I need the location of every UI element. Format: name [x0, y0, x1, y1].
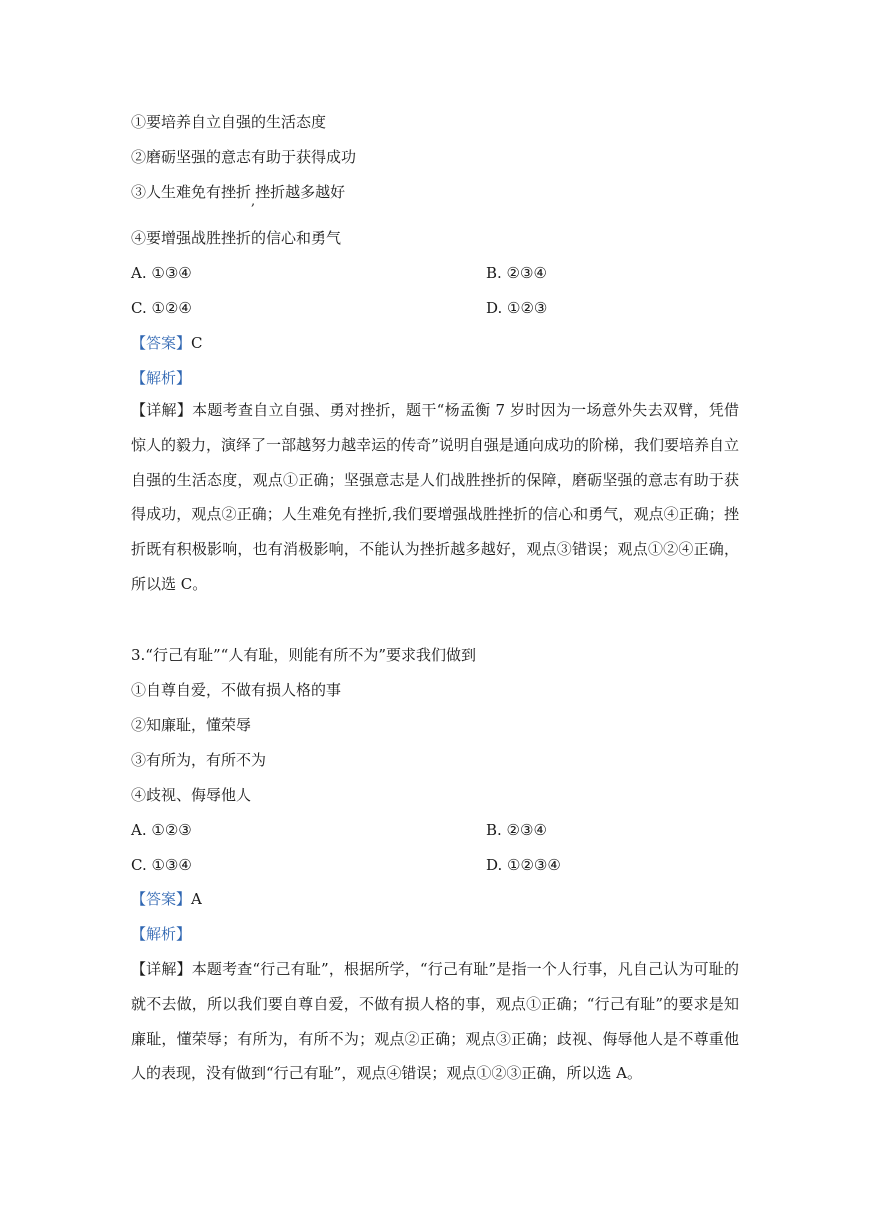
q3-option-d: D. ①②③④	[486, 856, 561, 874]
q3-detail-text: 本题考查“行己有耻”，根据所学，“行己有耻”是指一个人行事，凡自己认为可耻的就不去做，所以我们要自尊自爱，不做有损人格的事，观点①正确；“行己有耻”的要求是知廉耻，懂荣辱；有所为，有所不为；观点②正确；观点③正确；歧视、侮辱他人是不尊重他人的表现，没有做到“行己有耻”，观点④错误；观点①②③正确，所以选 A。	[131, 960, 739, 1083]
q3-option-b: B. ②③④	[486, 821, 547, 839]
q2-item-4: ④要增强战胜挫折的信心和勇气	[131, 229, 342, 247]
q2-option-d: D. ①②③	[486, 299, 548, 317]
q2-answer-value: C	[191, 334, 203, 352]
q2-item-3	[131, 182, 346, 209]
q2-item-3-part-1: ③人生难免有挫折	[131, 183, 252, 201]
q2-option-c: C. ①②④	[131, 299, 192, 317]
q2-item-3-separator: ,	[251, 194, 256, 209]
q2-answer	[131, 333, 203, 353]
q2-detail-text: 本题考查自立自强、勇对挫折，题干“杨孟衡 7 岁时因为一场意外失去双臂，凭借惊人的毅力，演绎了一部越努力越幸运的传奇”说明自强是通向成功的阶梯，我们要培养自立自强的生活态度，观点①正确；坚强意志是人们战胜挫折的保障，磨砺坚强的意志有助于获得成功，观点②正确；人生难免有挫折,我们要增强战胜挫折的信心和勇气，观点④正确；挫折既有积极影响，也有消极影响，不能认为挫折越多越好，观点③错误；观点①②④正确，所以选 C。	[131, 401, 739, 593]
q3-item-1: ①自尊自爱，不做有损人格的事	[131, 681, 342, 699]
q2-detail	[131, 393, 739, 602]
q3-stem: 3.“行己有耻”“人有耻，则能有所不为”要求我们做到	[131, 646, 476, 664]
q3-item-3: ③有所为，有所不为	[131, 751, 267, 769]
q3-item-2: ②知廉耻，懂荣辱	[131, 716, 252, 734]
q3-answer-tag: 【答案】	[131, 890, 192, 908]
q3-answer	[131, 889, 202, 909]
q3-option-c: C. ①③④	[131, 856, 192, 874]
q2-option-b: B. ②③④	[486, 264, 547, 282]
q2-answer-tag: 【答案】	[131, 334, 192, 352]
q2-item-2: ②磨砺坚强的意志有助于获得成功	[131, 148, 357, 166]
q2-option-a: A. ①③④	[131, 264, 192, 282]
q2-item-1: ①要培养自立自强的生活态度	[131, 113, 327, 131]
q3-analysis-tag: 【解析】	[131, 925, 192, 943]
q3-detail-tag: 【详解】	[131, 960, 192, 978]
q3-option-a: A. ①②③	[131, 821, 192, 839]
q2-analysis-tag: 【解析】	[131, 369, 192, 387]
q2-detail-tag: 【详解】	[131, 401, 193, 419]
q3-detail	[131, 952, 739, 1091]
q3-item-4: ④歧视、侮辱他人	[131, 786, 252, 804]
q3-answer-value: A	[191, 890, 202, 908]
q2-item-3-part-2: 挫折越多越好	[255, 183, 346, 201]
